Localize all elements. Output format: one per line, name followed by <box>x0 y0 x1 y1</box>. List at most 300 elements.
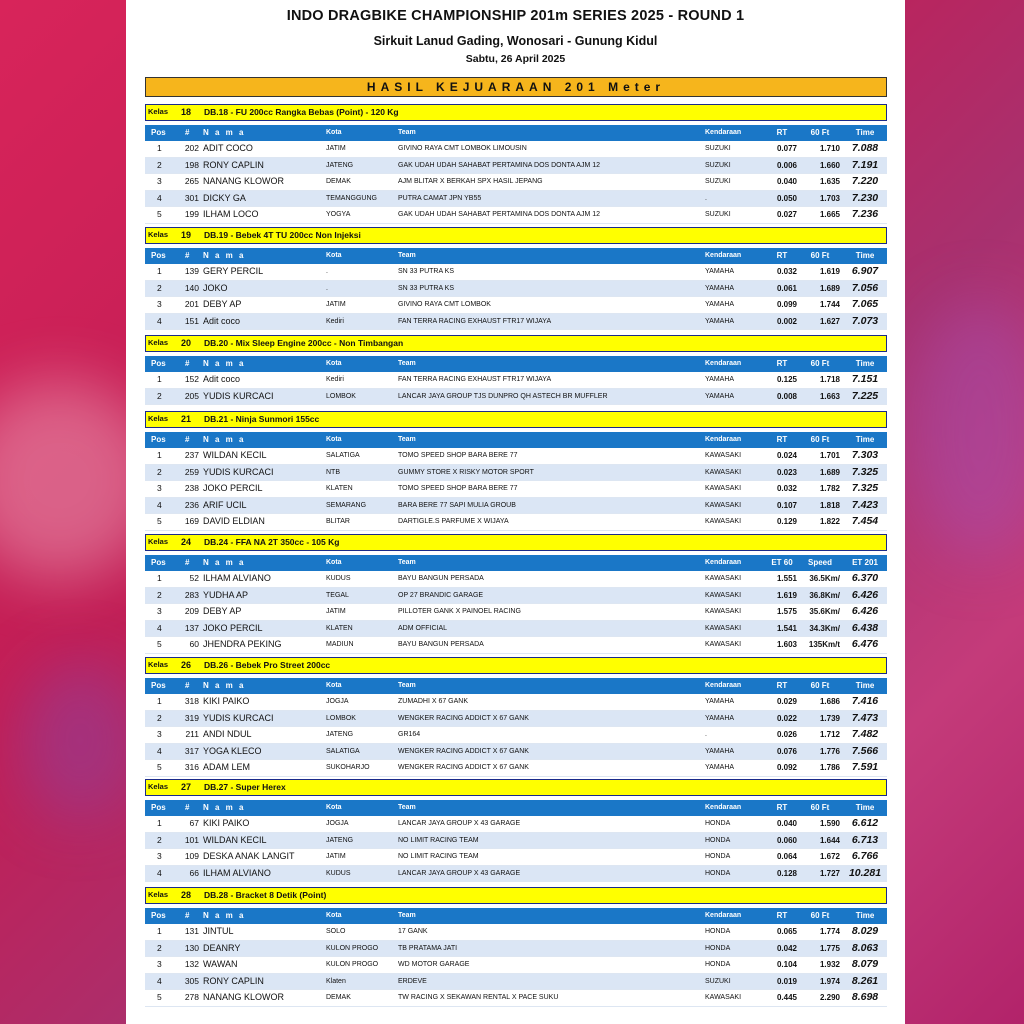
cell-kota: . <box>326 268 328 275</box>
class-bar <box>145 657 887 674</box>
column-header-rt: RT <box>776 128 788 137</box>
column-header-rt: ET 60 <box>771 558 793 567</box>
cell-pos: 5 <box>157 516 162 526</box>
column-header-sixty-ft: 60 Ft <box>810 803 830 812</box>
column-header-number: # <box>185 558 190 567</box>
kelas-number: 18 <box>181 107 192 117</box>
cell-pos: 3 <box>157 299 162 309</box>
column-header-kota: Kota <box>326 360 342 367</box>
cell-team: 17 GANK <box>398 928 428 935</box>
cell-name: NANANG KLOWOR <box>203 992 285 1002</box>
cell-number: 137 <box>184 622 199 633</box>
cell-time: 7.454 <box>851 515 879 527</box>
cell-time: 7.236 <box>851 208 879 220</box>
column-header-name: N a m a <box>203 681 246 690</box>
cell-rt: 1.575 <box>776 607 797 616</box>
kelas-number: 28 <box>181 890 192 900</box>
cell-rt: 0.099 <box>776 300 797 309</box>
column-header-team: Team <box>398 682 416 689</box>
cell-number: 169 <box>184 516 199 526</box>
kelas-label: Kelas <box>148 782 169 791</box>
cell-team: ERDEVE <box>398 977 427 985</box>
cell-number: 205 <box>184 390 199 401</box>
cell-kendaraan: SUZUKI <box>705 178 731 185</box>
cell-rt: 1.603 <box>776 640 797 649</box>
column-header-name: N a m a <box>203 359 246 368</box>
cell-rt: 1.541 <box>776 623 797 633</box>
column-header-kota: Kota <box>326 912 342 919</box>
cell-sixty-ft: 1.703 <box>819 193 840 203</box>
cell-time: 7.416 <box>851 695 879 707</box>
column-header-time: Time <box>855 911 875 920</box>
event-date: Sabtu, 26 April 2025 <box>465 53 566 65</box>
table-row <box>145 604 887 621</box>
cell-pos: 1 <box>157 926 162 936</box>
cell-name: JOKO <box>203 282 228 293</box>
column-header-pos: Pos <box>151 681 166 690</box>
cell-time: 6.713 <box>851 833 879 846</box>
column-header-time: ET 201 <box>852 558 878 567</box>
column-header-team: Team <box>398 804 416 811</box>
cell-kota: SUKOHARJO <box>326 764 370 771</box>
cell-sixty-ft: 1.776 <box>819 746 840 756</box>
cell-rt: 0.022 <box>776 713 797 723</box>
cell-rt: 0.125 <box>776 375 797 384</box>
cell-time: 8.261 <box>851 974 879 987</box>
table-header-row <box>145 356 887 372</box>
cell-kota: LOMBOK <box>326 714 356 722</box>
cell-kota: JATENG <box>326 731 354 738</box>
cell-time: 7.303 <box>851 449 879 461</box>
cell-pos: 2 <box>157 712 162 723</box>
table-row <box>145 389 887 406</box>
cell-rt: 0.104 <box>776 960 797 969</box>
cell-team: FAN TERRA RACING EXHAUST FTR17 WIJAYA <box>398 376 552 383</box>
table-row <box>145 481 887 498</box>
column-header-sixty-ft: 60 Ft <box>810 251 830 260</box>
column-header-team: Team <box>398 252 416 259</box>
cell-name: JHENDRA PEKING <box>203 639 282 649</box>
table-row <box>145 833 887 850</box>
column-header-team: Team <box>398 559 416 566</box>
cell-number: 265 <box>184 176 199 186</box>
cell-kota: JATIM <box>326 145 346 152</box>
cell-number: 236 <box>184 499 199 510</box>
cell-number: 140 <box>184 282 199 293</box>
cell-name: ILHAM ALVIANO <box>203 867 271 878</box>
cell-pos: 4 <box>157 975 162 986</box>
column-header-kendaraan: Kendaraan <box>705 129 742 136</box>
table-row <box>145 849 887 866</box>
cell-number: 131 <box>184 926 199 936</box>
cell-number: 198 <box>184 159 199 170</box>
cell-number: 301 <box>184 192 199 203</box>
cell-kota: KULON PROGO <box>326 944 379 952</box>
cell-time: 6.476 <box>851 638 879 650</box>
column-header-rt: RT <box>776 803 788 812</box>
cell-sixty-ft: 1.718 <box>819 375 840 384</box>
cell-rt: 0.064 <box>776 852 797 861</box>
column-header-kendaraan: Kendaraan <box>705 804 742 811</box>
cell-team: PILLOTER GANK X PAINOEL RACING <box>398 608 521 615</box>
cell-team: GR164 <box>398 731 421 738</box>
cell-sixty-ft: 1.689 <box>819 467 840 477</box>
cell-name: YUDIS KURCACI <box>203 390 274 401</box>
cell-rt: 0.076 <box>776 746 797 756</box>
cell-name: Adit coco <box>203 315 241 326</box>
cell-name: JOKO PERCIL <box>203 483 263 493</box>
column-header-number: # <box>185 803 190 812</box>
cell-name: DEBY AP <box>203 606 242 616</box>
cell-pos: 4 <box>157 499 162 510</box>
cell-team: ZUMADHI X 67 GANK <box>398 698 469 705</box>
cell-kota: MADIUN <box>326 641 354 648</box>
cell-kendaraan: KAWASAKI <box>705 485 742 492</box>
cell-time: 7.073 <box>851 314 879 327</box>
class-name: DB.24 - FFA NA 2T 350cc - 105 Kg <box>204 537 340 547</box>
cell-sixty-ft: 1.774 <box>819 927 840 936</box>
cell-pos: 3 <box>157 176 162 186</box>
cell-pos: 4 <box>157 192 162 203</box>
cell-sixty-ft: 1.727 <box>819 868 840 878</box>
table-header-row <box>145 248 887 264</box>
cell-sixty-ft: 1.710 <box>819 144 840 153</box>
cell-sixty-ft: 1.686 <box>819 697 840 706</box>
cell-time: 6.426 <box>851 605 879 617</box>
kelas-label: Kelas <box>148 537 169 546</box>
cell-kendaraan: KAWASAKI <box>705 641 742 648</box>
cell-time: 7.566 <box>851 744 879 757</box>
column-header-pos: Pos <box>151 359 166 368</box>
cell-number: 152 <box>184 374 199 384</box>
cell-number: 52 <box>189 573 199 583</box>
background-blob <box>910 300 1024 560</box>
cell-number: 283 <box>184 589 199 600</box>
cell-kendaraan: KAWASAKI <box>705 994 742 1001</box>
cell-name: DICKY GA <box>203 192 246 203</box>
column-header-kota: Kota <box>326 559 342 566</box>
cell-kota: TEMANGGUNG <box>326 194 377 202</box>
column-header-number: # <box>185 359 190 368</box>
cell-kota: NTB <box>326 468 340 476</box>
cell-team: WD MOTOR GARAGE <box>398 961 470 968</box>
background-blob <box>20 660 140 820</box>
class-section <box>145 887 887 1007</box>
cell-sixty-ft: 135Km/t <box>808 640 840 649</box>
table-header-row <box>145 800 887 816</box>
cell-pos: 1 <box>157 573 162 583</box>
cell-name: GERY PERCIL <box>203 266 264 276</box>
table-row <box>145 957 887 974</box>
cell-sixty-ft: 35.6Km/ <box>809 607 840 616</box>
cell-kota: JOGJA <box>326 820 349 827</box>
cell-name: JOKO PERCIL <box>203 622 263 633</box>
kelas-number: 24 <box>181 537 192 547</box>
cell-pos: 2 <box>157 589 162 600</box>
cell-name: ANDI NDUL <box>203 729 252 739</box>
cell-pos: 3 <box>157 959 162 969</box>
class-name: DB.27 - Super Herex <box>204 782 286 792</box>
class-bar <box>145 887 887 904</box>
cell-kendaraan: HONDA <box>705 869 731 877</box>
cell-kota: DEMAK <box>326 994 351 1001</box>
cell-number: 318 <box>184 696 199 706</box>
kelas-number: 19 <box>181 230 192 240</box>
cell-team: TOMO SPEED SHOP BARA BERE 77 <box>398 452 518 459</box>
cell-kendaraan: HONDA <box>705 928 731 935</box>
column-header-pos: Pos <box>151 251 166 260</box>
cell-name: DESKA ANAK LANGIT <box>203 851 295 861</box>
cell-kota: JATIM <box>326 301 346 308</box>
cell-kota: SALATIGA <box>326 452 360 459</box>
cell-team: TW RACING X SEKAWAN RENTAL X PACE SUKU <box>398 994 559 1001</box>
column-header-kota: Kota <box>326 804 342 811</box>
cell-kendaraan: SUZUKI <box>705 977 731 985</box>
table-row <box>145 760 887 777</box>
column-header-time: Time <box>855 681 875 690</box>
cell-kendaraan: YAMAHA <box>705 764 735 771</box>
cell-name: JINTUL <box>203 926 234 936</box>
class-section <box>145 411 887 531</box>
cell-kota: Klaten <box>326 977 346 985</box>
cell-kota: JATIM <box>326 853 346 860</box>
cell-time: 7.230 <box>851 191 879 204</box>
cell-sixty-ft: 1.818 <box>819 500 840 510</box>
class-name: DB.21 - Ninja Sunmori 155cc <box>204 414 320 424</box>
cell-team: GAK UDAH UDAH SAHABAT PERTAMINA DOS DONTA AJM 12 <box>398 161 601 169</box>
cell-time: 7.423 <box>851 498 879 511</box>
cell-kota: . <box>326 284 328 292</box>
cell-team: LANCAR JAYA GROUP X 43 GARAGE <box>398 869 521 877</box>
cell-rt: 0.042 <box>776 943 797 953</box>
cell-rt: 0.129 <box>776 517 797 526</box>
cell-rt: 0.040 <box>776 177 797 186</box>
column-header-name: N a m a <box>203 911 246 920</box>
cell-name: YUDIS KURCACI <box>203 712 274 723</box>
cell-sixty-ft: 1.619 <box>819 267 840 276</box>
cell-time: 10.281 <box>848 866 882 879</box>
cell-team: GIVINO RAYA CMT LOMBOK <box>398 301 491 308</box>
cell-name: ADIT COCO <box>203 143 253 153</box>
cell-rt: 0.077 <box>776 144 797 153</box>
cell-number: 109 <box>184 851 199 861</box>
table-row <box>145 924 887 941</box>
kelas-number: 27 <box>181 782 192 792</box>
cell-kota: SEMARANG <box>326 501 367 509</box>
table-row <box>145 465 887 482</box>
cell-sixty-ft: 36.5Km/ <box>809 574 840 583</box>
cell-kota: JATIM <box>326 608 346 615</box>
cell-pos: 2 <box>157 466 162 477</box>
column-header-team: Team <box>398 912 416 919</box>
table-row <box>145 866 887 883</box>
kelas-label: Kelas <box>148 890 169 899</box>
cell-pos: 4 <box>157 745 162 756</box>
cell-sixty-ft: 1.665 <box>819 210 840 219</box>
cell-number: 319 <box>184 712 199 723</box>
table-row <box>145 158 887 175</box>
table-row <box>145 207 887 224</box>
cell-time: 7.591 <box>851 761 879 773</box>
cell-sixty-ft: 1.644 <box>819 835 840 845</box>
table-row <box>145 588 887 605</box>
cell-sixty-ft: 1.712 <box>819 730 840 739</box>
kelas-number: 20 <box>181 338 192 348</box>
cell-rt: 0.002 <box>776 316 797 326</box>
column-header-kendaraan: Kendaraan <box>705 360 742 367</box>
cell-kota: JATENG <box>326 836 354 844</box>
cell-number: 66 <box>189 867 199 878</box>
cell-time: 6.438 <box>851 621 879 634</box>
cell-rt: 1.619 <box>776 590 797 600</box>
cell-rt: 1.551 <box>776 574 797 583</box>
table-row <box>145 498 887 515</box>
cell-pos: 4 <box>157 867 162 878</box>
cell-name: YUDHA AP <box>203 589 249 600</box>
cell-sixty-ft: 1.744 <box>819 300 840 309</box>
cell-team: SN 33 PUTRA KS <box>398 284 455 292</box>
cell-name: NANANG KLOWOR <box>203 176 285 186</box>
cell-pos: 4 <box>157 622 162 633</box>
column-header-number: # <box>185 128 190 137</box>
column-header-kendaraan: Kendaraan <box>705 436 742 443</box>
cell-team: LANCAR JAYA GROUP TJS DUNPRO QH ASTECH BR MUFFLER <box>398 392 608 400</box>
cell-kendaraan: HONDA <box>705 820 731 827</box>
class-name: DB.26 - Bebek Pro Street 200cc <box>204 660 331 670</box>
class-section <box>145 335 887 405</box>
column-header-kota: Kota <box>326 252 342 259</box>
table-row <box>145 727 887 744</box>
cell-time: 8.029 <box>851 925 879 937</box>
table-row <box>145 372 887 389</box>
table-row <box>145 514 887 531</box>
cell-pos: 2 <box>157 834 162 845</box>
cell-kota: KLATEN <box>326 624 353 632</box>
cell-rt: 0.008 <box>776 391 797 401</box>
kelas-label: Kelas <box>148 338 169 347</box>
table-row <box>145 637 887 654</box>
table-row <box>145 174 887 191</box>
cell-pos: 3 <box>157 606 162 616</box>
table-row <box>145 191 887 208</box>
cell-rt: 0.040 <box>776 819 797 828</box>
table-row <box>145 941 887 958</box>
cell-number: 139 <box>184 266 199 276</box>
table-row <box>145 281 887 298</box>
cell-team: LANCAR JAYA GROUP X 43 GARAGE <box>398 820 521 827</box>
cell-kendaraan: KAWASAKI <box>705 468 742 476</box>
cell-name: WAWAN <box>203 959 238 969</box>
cell-kota: DEMAK <box>326 178 351 185</box>
cell-pos: 2 <box>157 282 162 293</box>
cell-number: 67 <box>189 818 199 828</box>
table-row <box>145 297 887 314</box>
column-header-rt: RT <box>776 359 788 368</box>
cell-team: DARTIGLE.S PARFUME X WIJAYA <box>398 518 509 525</box>
cell-time: 7.325 <box>851 482 879 494</box>
column-header-sixty-ft: 60 Ft <box>810 911 830 920</box>
cell-time: 7.325 <box>851 465 879 478</box>
column-header-time: Time <box>855 435 875 444</box>
cell-team: OP 27 BRANDIC GARAGE <box>398 591 484 599</box>
column-header-kendaraan: Kendaraan <box>705 682 742 689</box>
cell-number: 201 <box>184 299 199 309</box>
results-banner: HASIL KEJUARAAN 201 Meter <box>145 77 887 97</box>
cell-name: WILDAN KECIL <box>203 834 267 845</box>
column-header-sixty-ft: Speed <box>807 558 832 567</box>
cell-name: ILHAM ALVIANO <box>203 573 271 583</box>
cell-sixty-ft: 1.663 <box>819 391 840 401</box>
cell-rt: 0.006 <box>776 160 797 170</box>
cell-kota: YOGYA <box>326 211 351 218</box>
cell-kendaraan: HONDA <box>705 853 731 860</box>
column-header-kota: Kota <box>326 436 342 443</box>
cell-kendaraan: YAMAHA <box>705 698 735 705</box>
cell-number: 209 <box>184 606 199 616</box>
cell-kendaraan: SUZUKI <box>705 211 731 218</box>
cell-kota: SOLO <box>326 928 346 935</box>
cell-rt: 0.128 <box>776 868 797 878</box>
column-header-pos: Pos <box>151 803 166 812</box>
column-header-time: Time <box>855 803 875 812</box>
cell-pos: 5 <box>157 762 162 772</box>
table-header-row <box>145 125 887 141</box>
column-header-team: Team <box>398 129 416 136</box>
cell-sixty-ft: 1.822 <box>819 517 840 526</box>
cell-kendaraan: KAWASAKI <box>705 501 742 509</box>
table-header-row <box>145 908 887 924</box>
cell-team: PUTRA CAMAT JPN YB55 <box>398 194 482 202</box>
cell-pos: 1 <box>157 143 162 153</box>
column-header-name: N a m a <box>203 435 246 444</box>
column-header-pos: Pos <box>151 911 166 920</box>
cell-name: DEANRY <box>203 942 241 953</box>
cell-rt: 0.019 <box>776 976 797 986</box>
cell-pos: 1 <box>157 450 162 460</box>
cell-kendaraan: YAMAHA <box>705 317 735 325</box>
cell-kota: KULON PROGO <box>326 961 379 968</box>
cell-number: 130 <box>184 942 199 953</box>
column-header-sixty-ft: 60 Ft <box>810 681 830 690</box>
cell-sixty-ft: 2.290 <box>819 993 840 1002</box>
cell-team: WENGKER RACING ADDICT X 67 GANK <box>398 764 529 771</box>
cell-rt: 0.065 <box>776 927 797 936</box>
cell-rt: 0.107 <box>776 500 797 510</box>
cell-sixty-ft: 1.660 <box>819 160 840 170</box>
class-name: DB.19 - Bebek 4T TU 200cc Non Injeksi <box>204 230 361 240</box>
table-row <box>145 711 887 728</box>
cell-team: BAYU BANGUN PERSADA <box>398 575 484 582</box>
cell-pos: 2 <box>157 390 162 401</box>
cell-name: ARIF UCIL <box>203 499 247 510</box>
cell-sixty-ft: 36.8Km/ <box>809 590 840 600</box>
cell-number: 202 <box>184 143 199 153</box>
cell-number: 238 <box>184 483 199 493</box>
cell-team: AJM BLITAR X BERKAH SPX HASIL JEPANG <box>398 178 543 185</box>
column-header-number: # <box>185 681 190 690</box>
cell-name: Adit coco <box>203 374 241 384</box>
column-header-sixty-ft: 60 Ft <box>810 435 830 444</box>
kelas-number: 21 <box>181 414 192 424</box>
cell-number: 199 <box>184 209 199 219</box>
cell-team: NO LIMIT RACING TEAM <box>398 853 479 860</box>
cell-kendaraan: HONDA <box>705 961 731 968</box>
column-header-kendaraan: Kendaraan <box>705 252 742 259</box>
column-header-name: N a m a <box>203 251 246 260</box>
kelas-label: Kelas <box>148 414 169 423</box>
cell-pos: 4 <box>157 315 162 326</box>
class-bar <box>145 411 887 428</box>
